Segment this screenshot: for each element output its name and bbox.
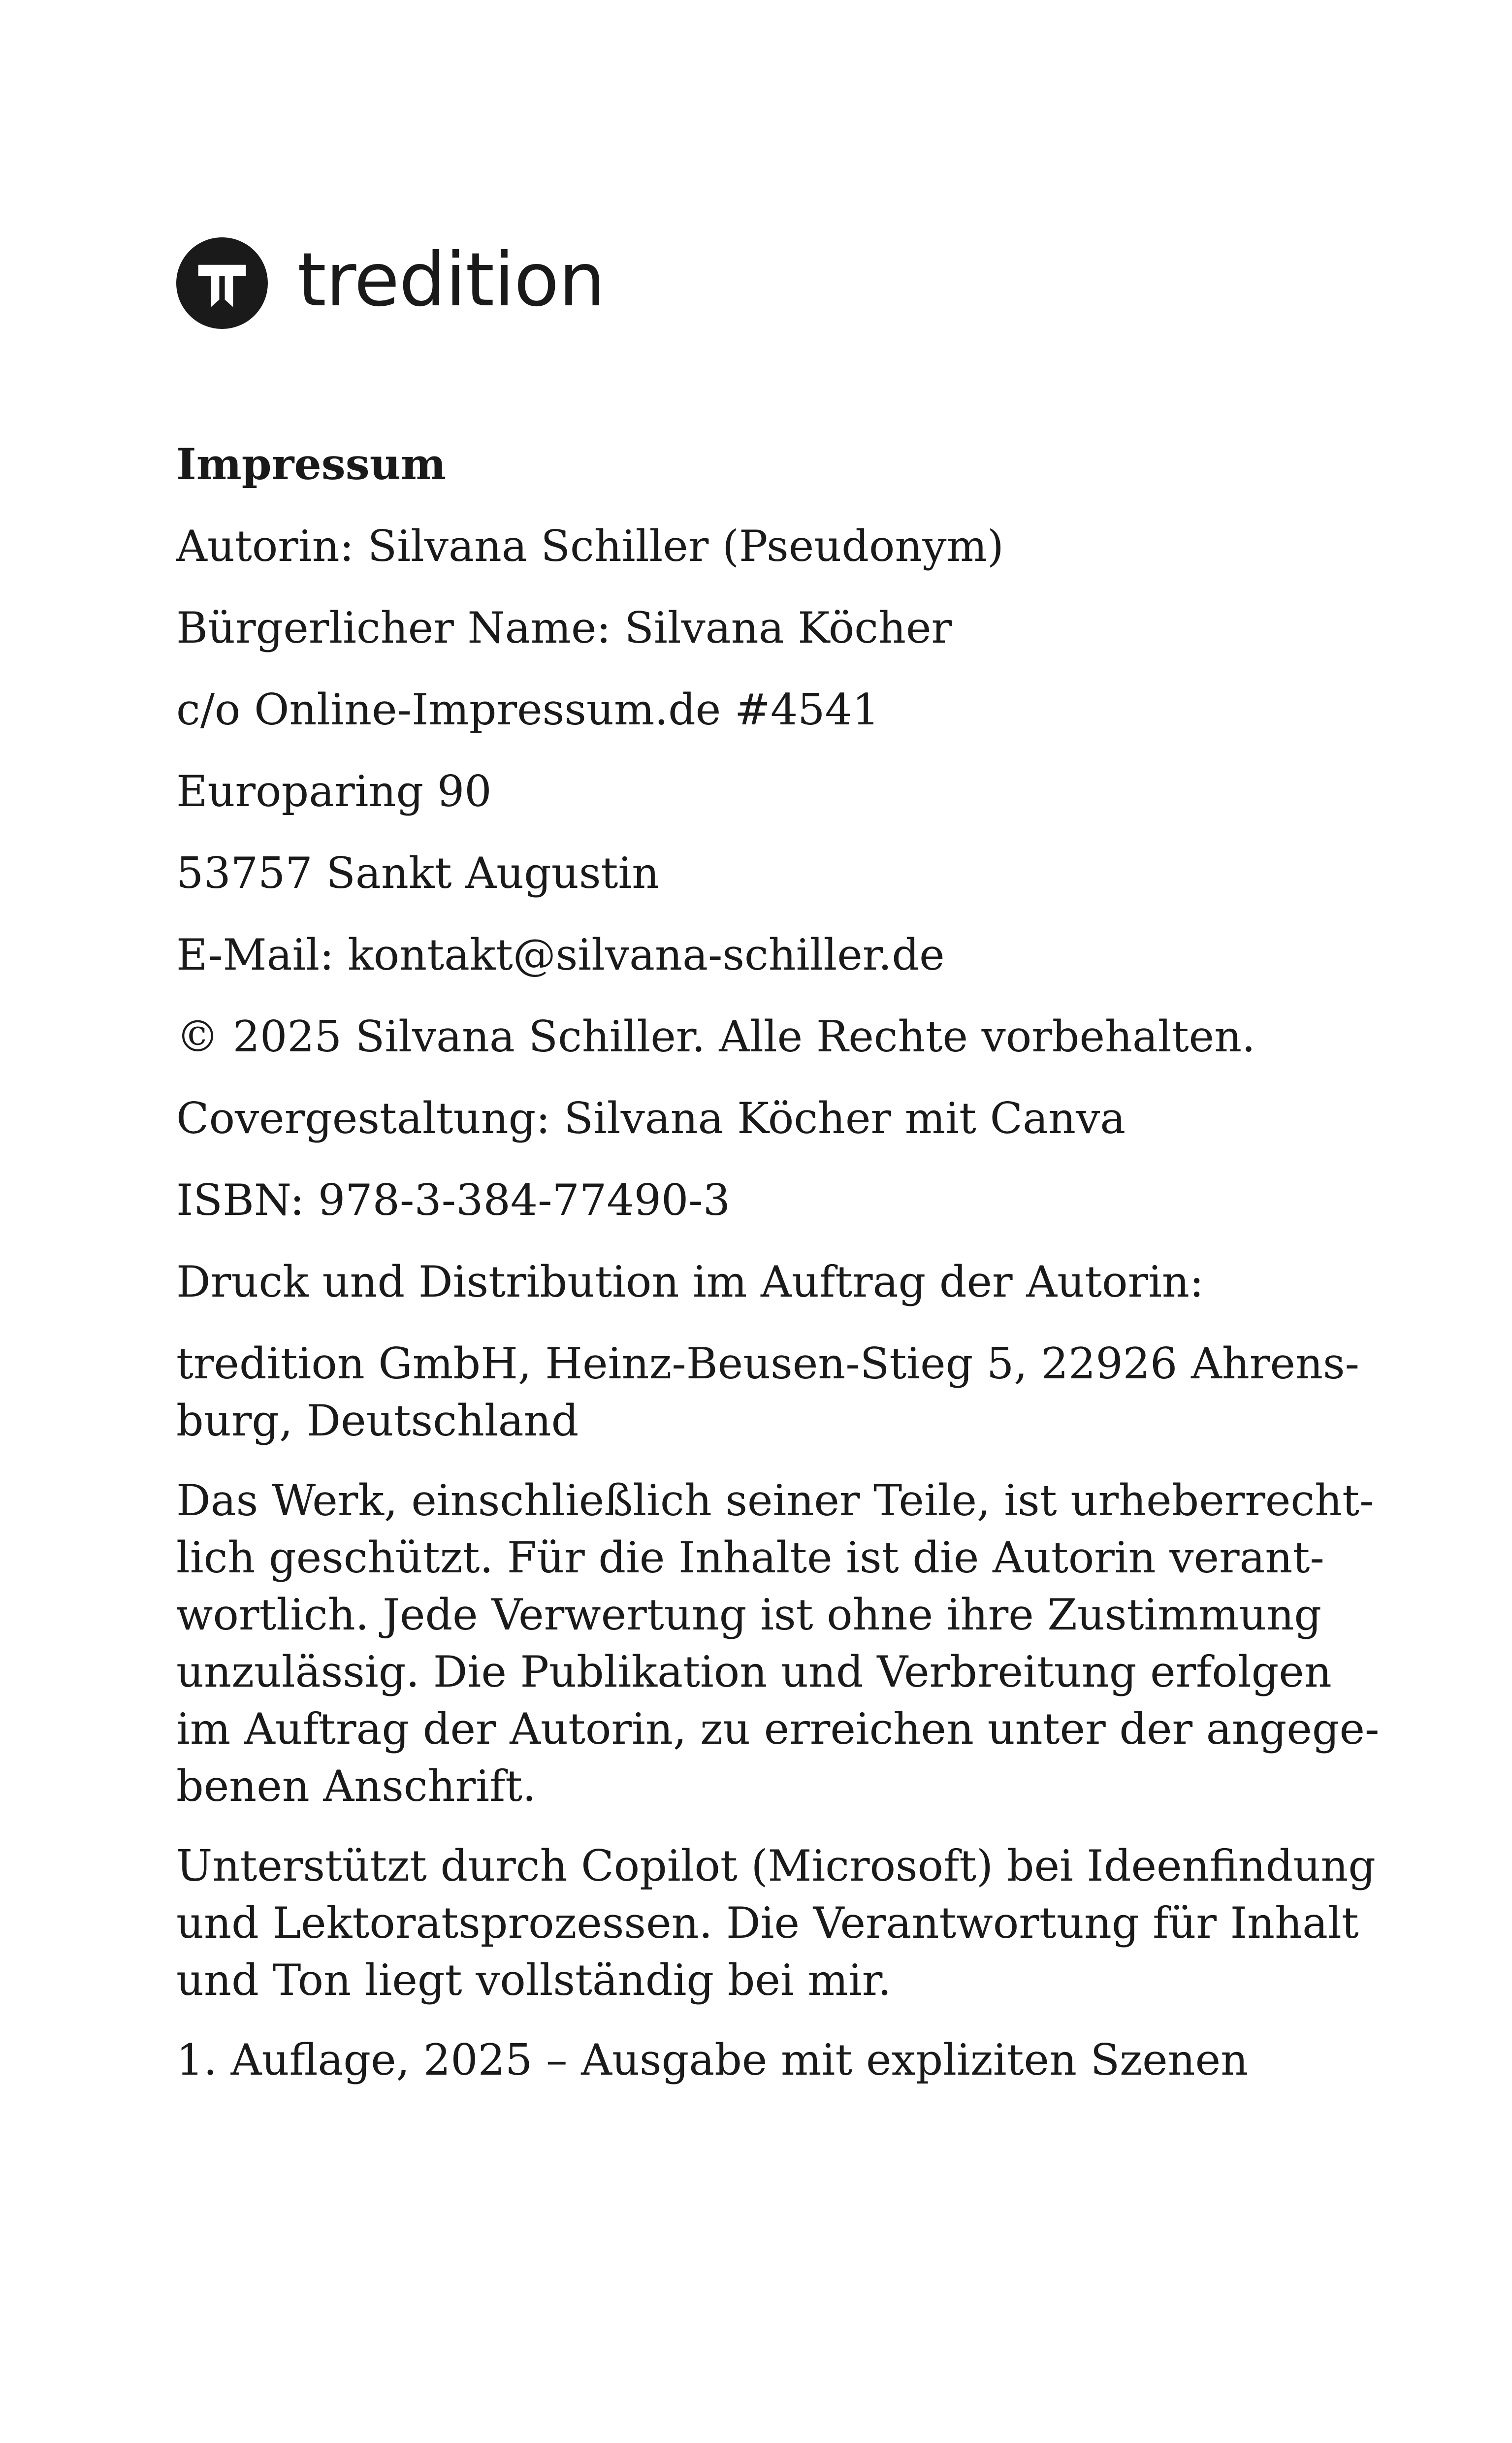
civil-name-line: Bürgerlicher Name: Silvana Köcher xyxy=(176,603,952,653)
tredition-wordmark: tredition xyxy=(297,237,605,323)
ai-notice-line: und Ton liegt vollständig bei mir. xyxy=(176,1955,892,2005)
rights-notice-line: im Auftrag der Autorin, zu erreichen unter der angege- xyxy=(176,1704,1380,1754)
publisher-logo xyxy=(176,236,605,330)
street-line: Europaring 90 xyxy=(176,766,492,816)
city-line: 53757 Sankt Augustin xyxy=(176,848,660,898)
author-line: Autorin: Silvana Schiller (Pseudonym) xyxy=(176,521,1004,571)
rights-notice-line: unzulässig. Die Publikation und Verbreitung erfolgen xyxy=(176,1647,1332,1697)
ai-notice-line: und Lektoratsprozessen. Die Verantwortung für Inhalt xyxy=(176,1898,1359,1948)
rights-notice-line: benen Anschrift. xyxy=(176,1761,536,1811)
email-line: E-Mail: kontakt@silvana-schiller.de xyxy=(176,930,945,980)
rights-notice-line: wortlich. Jede Verwertung ist ohne ihre Zustimmung xyxy=(176,1590,1322,1640)
ai-assistance-notice xyxy=(176,1837,1376,2009)
publisher-address-line: tredition GmbH, Heinz-Beusen-Stieg 5, 22926 Ahrens- xyxy=(176,1338,1360,1389)
tredition-logo-icon xyxy=(176,237,268,329)
imprint-text xyxy=(176,436,1380,2113)
rights-notice-line: Das Werk, einschließlich seiner Teile, ist urheberrecht- xyxy=(176,1475,1374,1526)
care-of-line: c/o Online-Impressum.de #4541 xyxy=(176,684,880,735)
copyright-line: © 2025 Silvana Schiller. Alle Rechte vorbehalten. xyxy=(176,1011,1255,1062)
rights-notice xyxy=(176,1472,1380,1815)
rights-notice-line: lich geschützt. Für die Inhalte ist die Autorin verant- xyxy=(176,1532,1324,1583)
edition-line: 1. Auflage, 2025 – Ausgabe mit expliziten Szenen xyxy=(176,2035,1249,2085)
publisher-address-line: burg, Deutschland xyxy=(176,1396,579,1446)
isbn-line: ISBN: 978-3-384-77490-3 xyxy=(176,1175,731,1225)
ai-notice-line: Unterstützt durch Copilot (Microsoft) bei Ideenfindung xyxy=(176,1841,1376,1891)
imprint-heading: Impressum xyxy=(176,439,447,489)
publisher-address xyxy=(176,1335,1360,1449)
cover-credit-line: Covergestaltung: Silvana Köcher mit Canva xyxy=(176,1093,1126,1143)
print-label-line: Druck und Distribution im Auftrag der Autorin: xyxy=(176,1257,1204,1307)
